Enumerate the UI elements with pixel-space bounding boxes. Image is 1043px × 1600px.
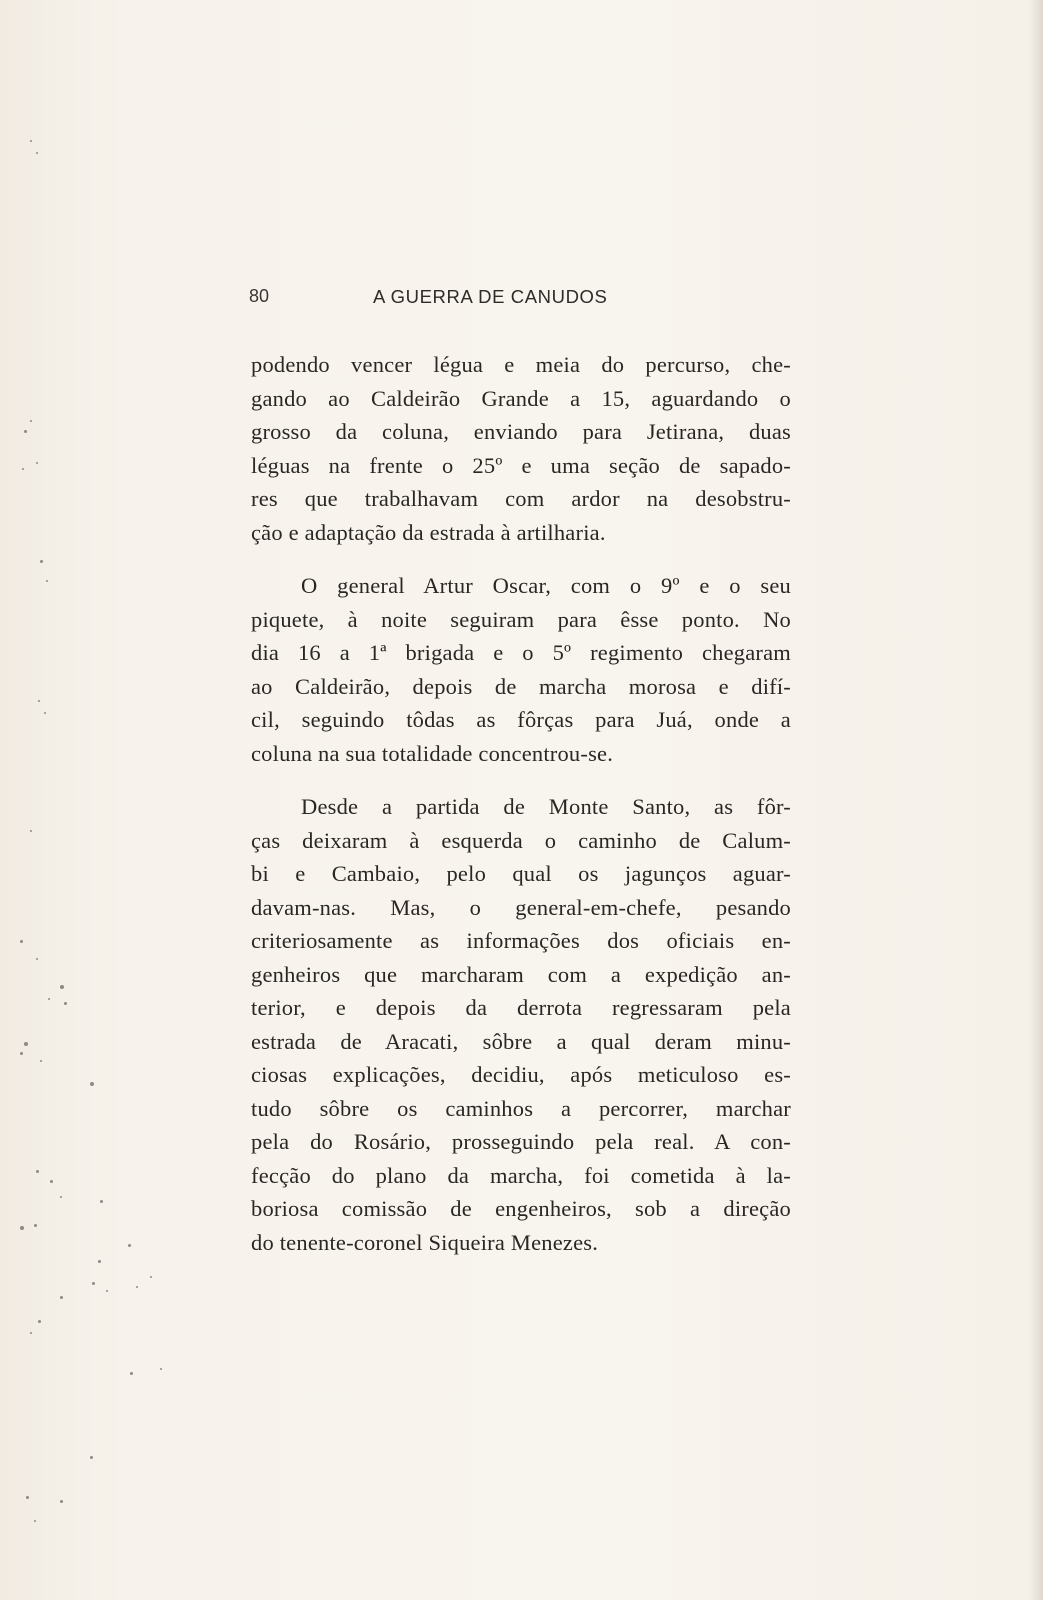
body-text — [251, 348, 791, 1279]
paper-speck — [34, 1224, 37, 1227]
paper-speck — [44, 712, 46, 714]
text-line: gando ao Caldeirão Grande a 15, aguardando o — [251, 385, 791, 411]
paragraph-3 — [251, 790, 791, 1259]
text-line: cil, seguindo tôdas as fôrças para Juá, onde a — [251, 707, 791, 732]
paper-speck — [50, 1180, 53, 1183]
text-line: dia 16 a 1ª brigada e o 5º regimento chegaram — [251, 640, 791, 665]
text-line: grosso da coluna, enviando para Jetirana, duas — [251, 419, 791, 444]
paper-speck — [136, 1286, 138, 1288]
text-line: ção e adaptação da estrada à artilharia. — [251, 519, 606, 545]
text-line: davam-nas. Mas, o general-em-chefe, pesando — [251, 894, 791, 920]
paper-speck — [30, 830, 32, 832]
text-line: estrada de Aracati, sôbre a qual deram minu- — [251, 1028, 791, 1054]
paper-speck — [60, 1296, 63, 1299]
paper-speck — [60, 985, 64, 989]
paper-speck — [24, 430, 27, 433]
paper-speck — [22, 468, 24, 470]
text-line: pela do Rosário, prosseguindo pela real. A con- — [251, 1129, 791, 1154]
paper-speck — [30, 420, 32, 422]
paper-speck — [46, 580, 48, 582]
text-line: O general Artur Oscar, com o 9º e o seu — [301, 573, 791, 598]
paper-speck — [20, 940, 23, 943]
page-header — [249, 286, 789, 310]
paper-speck — [36, 1170, 39, 1173]
paragraph-2 — [251, 569, 791, 770]
text-line: ciosas explicações, decidiu, após meticuloso es- — [251, 1062, 791, 1087]
text-line: genheiros que marcharam com a expedição an- — [251, 961, 791, 987]
paper-speck — [20, 1052, 23, 1055]
margin-specks — [0, 0, 200, 1600]
text-line: fecção do plano da marcha, foi cometida à la- — [251, 1162, 791, 1188]
paper-speck — [106, 1290, 108, 1292]
text-line: ças deixaram à esquerda o caminho de Calum- — [251, 827, 791, 853]
paper-speck — [34, 1520, 36, 1522]
text-line: do tenente-coronel Siqueira Menezes. — [251, 1229, 599, 1255]
paper-speck — [92, 1282, 95, 1285]
text-line: Desde a partida de Monte Santo, as fôr- — [301, 794, 791, 819]
page-edge-shadow — [1029, 0, 1043, 1600]
paper-speck — [60, 1500, 63, 1503]
running-title: A GUERRA DE CANUDOS — [373, 286, 608, 307]
paper-speck — [150, 1276, 152, 1278]
text-line: podendo vencer légua e meia do percurso, che- — [251, 352, 791, 377]
paper-speck — [160, 1368, 162, 1370]
paper-speck — [40, 560, 43, 563]
paragraph-1 — [251, 348, 791, 549]
paper-speck — [128, 1244, 131, 1247]
paper-speck — [60, 1196, 62, 1198]
text-line: res que trabalhavam com ardor na desobstru- — [251, 486, 791, 511]
paper-speck — [90, 1082, 94, 1086]
text-line: piquete, à noite seguiram para êsse ponto. No — [251, 606, 791, 632]
paper-speck — [90, 1456, 93, 1459]
page-number: 80 — [249, 286, 270, 306]
text-line: tudo sôbre os caminhos a percorrer, marchar — [251, 1095, 791, 1121]
paper-speck — [98, 1260, 101, 1263]
paper-speck — [36, 152, 38, 154]
paper-speck — [30, 1332, 32, 1334]
text-line: ao Caldeirão, depois de marcha morosa e difí- — [251, 673, 791, 699]
text-line: terior, e depois da derrota regressaram pela — [251, 995, 791, 1020]
paper-speck — [38, 1320, 41, 1323]
paper-speck — [130, 1372, 133, 1375]
paper-speck — [64, 1002, 67, 1005]
paper-speck — [48, 998, 50, 1000]
paper-speck — [100, 1200, 103, 1203]
text-line: léguas na frente o 25º e uma seção de sapado- — [251, 452, 791, 478]
text-line: bi e Cambaio, pelo qual os jagunços aguar- — [251, 861, 791, 886]
text-line: coluna na sua totalidade concentrou-se. — [251, 740, 614, 766]
paper-speck — [26, 1496, 29, 1499]
paper-speck — [20, 1226, 24, 1230]
paper-speck — [36, 958, 38, 960]
text-line: criteriosamente as informações dos oficiais en- — [251, 928, 791, 953]
paper-speck — [30, 140, 32, 142]
paper-speck — [40, 1060, 42, 1062]
paper-speck — [36, 462, 38, 464]
paper-speck — [38, 700, 40, 702]
text-line: boriosa comissão de engenheiros, sob a direção — [251, 1196, 791, 1221]
paper-speck — [24, 1042, 28, 1046]
